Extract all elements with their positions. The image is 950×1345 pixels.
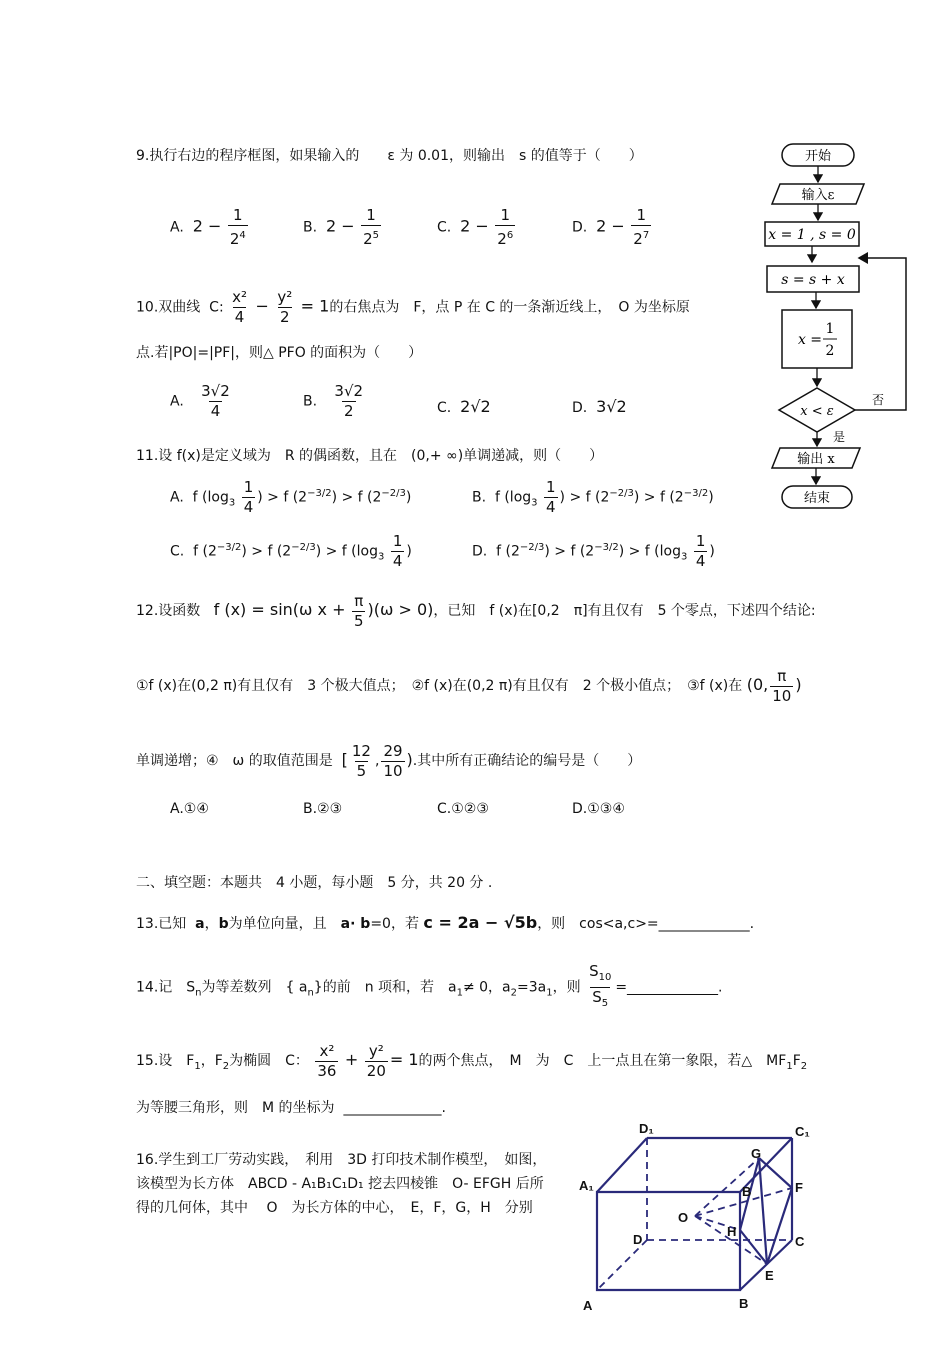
q12-line2: ①f (x)在(0,2 π)有且仅有 3 个极大值点； ②f (x)在(0,2 π)有且仅有 2 个极小值点； ③f (x)在 (0, $\frac{\pi}{10}$ ): [136, 666, 802, 705]
label-f: F: [795, 1180, 803, 1195]
flow-init-label: x = 1 , s = 0: [768, 227, 856, 243]
flow-input-label: 输入ε: [801, 188, 835, 203]
flow-update-s-label: s = s + x: [781, 272, 845, 288]
flow-update-x-lhs: x =: [797, 332, 823, 348]
q11-option-d: D. f $(2^{-2/3}) > f$ $(2^{-3/2}) > f$ ($\log_3$ $\frac{1}{4}$ ): [472, 532, 715, 571]
q10-option-b: B. $\frac{3√2}{2}$: [303, 382, 364, 420]
q16-line1: 16.学生到工厂劳动实践， 利用 3D 打印技术制作模型， 如图，: [136, 1152, 547, 1168]
flow-no-label: 否: [872, 393, 885, 407]
q9-option-a: A. 2 − $\frac{1}{2^4}$: [170, 206, 246, 248]
flow-update-x-num: 1: [825, 321, 835, 337]
q15-line1: 15.设 $F_1$，$F_2$为椭圆 C： $\frac{\text{x²}}{36}$ + $\frac{\text{y²}}{20}$ = 1的两个焦点， M 为 C 上一点且在第一象限，若△ $MF_1F_2$: [136, 1041, 808, 1080]
q11-stem: 11.设 f(x)是定义域为 R 的偶函数，且在 (0,+ ∞)单调递减，则（ ）: [136, 448, 604, 464]
label-g: G: [751, 1146, 762, 1161]
q16-line3: 得的几何体，其中 O 为长方体的中心， E，F，G，H 分别: [136, 1200, 533, 1216]
flow-start-label: 开始: [804, 149, 832, 164]
q10-option-d: D. 3√2: [572, 397, 627, 416]
q11-option-b: B. f ($\log_3$ $\frac{1}{4}$ ) > f $(2^{-2/3}) > f$ $(2^{-3/2})$: [472, 478, 714, 517]
flow-update-x-den: 2: [825, 343, 835, 359]
q12-line1: 12.设函数 f (x) = sin(ω x + $\frac{\pi}{5}$ )(ω > 0)，已知 f (x)在[0,2 π]有且仅有 5 个零点，下述四个结论:: [136, 591, 816, 630]
label-d: D: [633, 1232, 643, 1247]
label-b1: B: [742, 1184, 752, 1199]
flow-yes-label: 是: [833, 430, 846, 444]
q11-option-c: C. f $(2^{-3/2}) > f$ $(2^{-2/3}) > f$ ($\log_3$ $\frac{1}{4}$ ): [170, 532, 412, 571]
q10-line2: 点.若|PO|=|PF|，则△ PFO 的面积为（ ）: [136, 345, 423, 361]
q12-option-a: A.①④: [170, 801, 209, 817]
q10-option-c: C. 2√2: [437, 397, 491, 416]
q9-option-c: C. 2 − $\frac{1}{2^6}$: [437, 206, 514, 248]
label-d1: D₁: [639, 1121, 654, 1136]
q12-option-b: B.②③: [303, 801, 343, 817]
q9-option-b: B. 2 − $\frac{1}{2^5}$: [303, 206, 380, 248]
q9-option-d: D. 2 − $\frac{1}{2^7}$: [572, 206, 650, 248]
section2-heading: 二、填空题：本题共 4 小题，每小题 5 分，共 20 分 .: [136, 875, 493, 891]
q10-line1: 10.双曲线 C: $\frac{\text{x²}}{4}$ − $\frac{\text{y²}}{2}$ = 1的右焦点为 F，点 P 在 C 的一条渐近线上， O 为坐标原: [136, 288, 690, 326]
cuboid-figure: [575, 1118, 820, 1318]
q14: 14.记 $S_n$为等差数列 { $a_n$}的前 n 项和，若 $a_1\ne 0$，$a_2=3a_1$，则 $\frac{S_{10}}{S_5}$ =_____________.: [136, 962, 723, 1013]
label-b: B: [739, 1296, 749, 1311]
q12-option-d: D.①③④: [572, 801, 625, 817]
label-o: O: [678, 1210, 689, 1225]
label-h: H: [727, 1224, 737, 1239]
label-e: E: [765, 1268, 774, 1283]
label-c: C: [795, 1234, 805, 1249]
flow-cond-label: x < ε: [800, 404, 834, 419]
q15-line2: 为等腰三角形，则 M 的坐标为 ______________.: [136, 1100, 446, 1116]
label-c1: C₁: [795, 1124, 810, 1139]
q13: 13.已知 a，b为单位向量，且 a· b=0，若 c = 2a − √5b，则 cos<a,c>=_____________.: [136, 913, 755, 932]
q11-option-a: A. f ($\log_3$ $\frac{1}{4}$ ) > f $(2^{-3/2}) > f$ $(2^{-2/3})$: [170, 478, 412, 517]
q16-line2: 该模型为长方体 ABCD - A₁B₁C₁D₁ 挖去四棱锥 O- EFGH 后所: [136, 1176, 544, 1192]
label-a1: A₁: [579, 1178, 594, 1193]
q12-line3: 单调递增；④ ω 的取值范围是 [ $\frac{12}{5}$ , $\frac{29}{10}$ ).其中所有正确结论的编号是（ ）: [136, 741, 642, 780]
q12-option-c: C.①②③: [437, 801, 489, 817]
q9-stem: 9.执行右边的程序框图，如果输入的 ε 为 0.01，则输出 s 的值等于（ ）: [136, 148, 643, 164]
flow-output-label: 输出 x: [797, 452, 835, 467]
q10-option-a: A. $\frac{3√2}{4}$: [170, 382, 230, 420]
flow-end-label: 结束: [803, 491, 831, 506]
label-a: A: [583, 1298, 593, 1313]
flowchart: [760, 138, 920, 518]
